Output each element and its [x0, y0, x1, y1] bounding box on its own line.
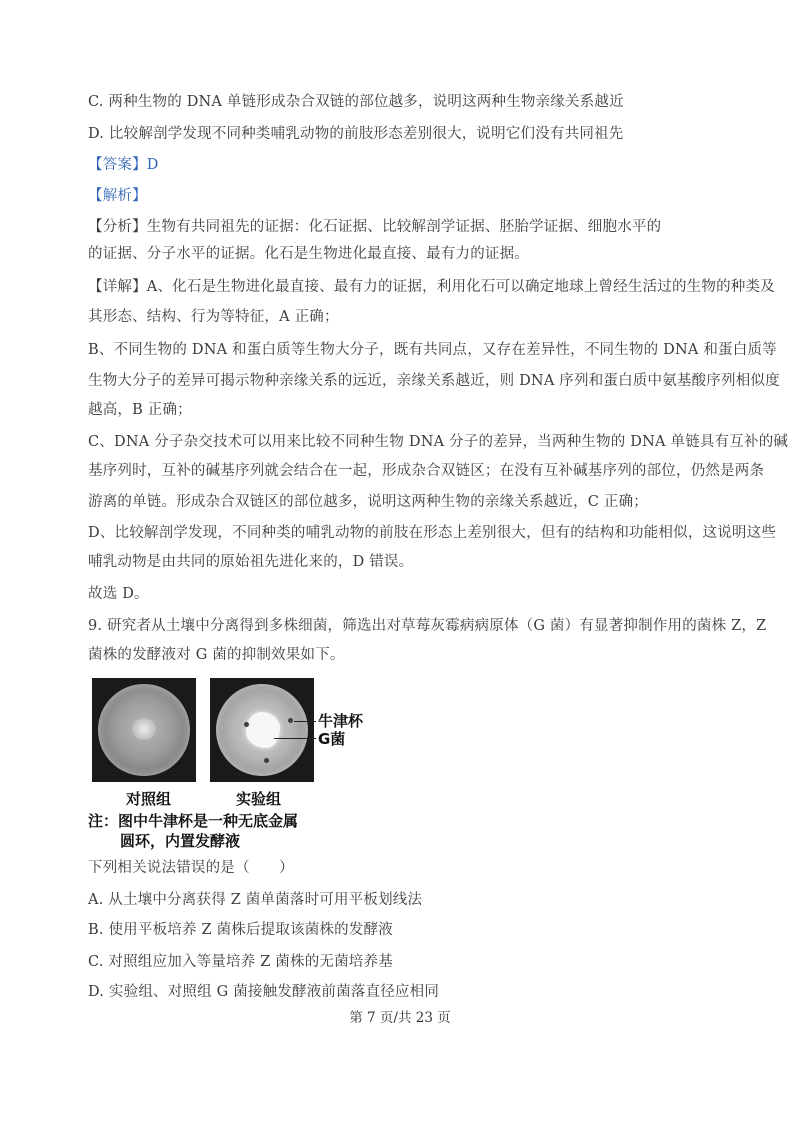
figure-note-line-1: 注：图中牛津杯是一种无底金属: [88, 812, 299, 830]
control-center-spot: [132, 718, 156, 740]
detail-para-2: 其形态、结构、行为等特征，A 正确；: [88, 309, 339, 325]
question-9-stem-1: 9. 研究者从土壤中分离得到多株细菌，筛选出对草莓灰霉病病原体（G 菌）有显著抑制作用的菌株 Z，Z: [88, 618, 767, 634]
cup-pointer-line: [294, 721, 316, 722]
page-footer: 第 7 页/共 23 页: [349, 1010, 451, 1026]
g-pointer-line: [274, 738, 316, 739]
detail-b-1: B、不同生物的 DNA 和蛋白质等生物大分子，既有共同点，又存在差异性，不同生物的 DNA 和蛋白质等: [88, 342, 777, 358]
option-a: A. 从土壤中分离获得 Z 菌单菌落时可用平板划线法: [88, 892, 423, 908]
option-d: D. 实验组、对照组 G 菌接触发酵液前菌落直径应相同: [88, 984, 440, 1000]
g-bacteria-colony: [246, 712, 280, 748]
analysis-para-2: 的证据、分子水平的证据。化石是生物进化最直接、最有力的证据。: [88, 246, 529, 262]
oxford-cup-marker: [244, 722, 249, 727]
question-9-stem-2: 菌株的发酵液对 G 菌的抑制效果如下。: [88, 647, 345, 663]
oxford-cup-label: 牛津杯: [318, 712, 364, 730]
experiment-caption: 实验组: [236, 790, 282, 808]
control-caption: 对照组: [126, 790, 172, 808]
control-dish: [98, 684, 190, 776]
detail-d-1: D、比较解剖学发现，不同种类的哺乳动物的前肢在形态上差别很大，但有的结构和功能相似，这说明这些: [88, 525, 777, 541]
detail-c-1: C、DNA 分子杂交技术可以用来比较不同种生物 DNA 分子的差异，当两种生物的 DNA 单链具有互补的碱: [88, 434, 789, 450]
analysis-para-1: 【分析】生物有共同祖先的证据：化石证据、比较解剖学证据、胚胎学证据、细胞水平的: [88, 219, 662, 235]
detail-c-3: 游离的单链。形成杂合双链区的部位越多，说明这两种生物的亲缘关系越近，C 正确；: [88, 494, 649, 510]
option-d-prev: D. 比较解剖学发现不同种类哺乳动物的前肢形态差别很大，说明它们没有共同祖先: [88, 126, 624, 142]
oxford-cup-marker: [288, 718, 293, 723]
g-bacteria-label: G菌: [318, 730, 346, 748]
detail-b-3: 越高，B 正确；: [88, 402, 192, 418]
detail-b-2: 生物大分子的差异可揭示物种亲缘关系的远近，亲缘关系越近，则 DNA 序列和蛋白质中氨基酸序列相似度: [88, 373, 780, 389]
detail-para-1: 【详解】A、化石是生物进化最直接、最有力的证据，利用化石可以确定地球上曾经生活过的生物的种类及: [88, 279, 775, 295]
figure-note-line-2: 圆环，内置发酵液: [120, 832, 241, 850]
petri-dish-figure: [88, 672, 408, 862]
detail-d-2: 哺乳动物是由共同的原始祖先进化来的，D 错误。: [88, 554, 414, 570]
experiment-dish: [216, 684, 308, 776]
experiment-dish-photo: [210, 678, 314, 782]
option-c-prev: C. 两种生物的 DNA 单链形成杂合双链的部位越多，说明这两种生物亲缘关系越近: [88, 94, 624, 110]
control-dish-photo: [92, 678, 196, 782]
question-prompt: 下列相关说法错误的是（ ）: [88, 860, 294, 876]
answer-line: 【答案】D: [88, 157, 159, 173]
option-b: B. 使用平板培养 Z 菌株后提取该菌株的发酵液: [88, 922, 393, 938]
detail-c-2: 基序列时，互补的碱基序列就会结合在一起，形成杂合双链区；在没有互补碱基序列的部位，仍然是两条: [88, 463, 765, 479]
choose-d: 故选 D。: [88, 586, 149, 602]
analysis-heading: 【解析】: [88, 188, 147, 204]
oxford-cup-marker: [264, 758, 269, 763]
option-c: C. 对照组应加入等量培养 Z 菌株的无菌培养基: [88, 954, 393, 970]
